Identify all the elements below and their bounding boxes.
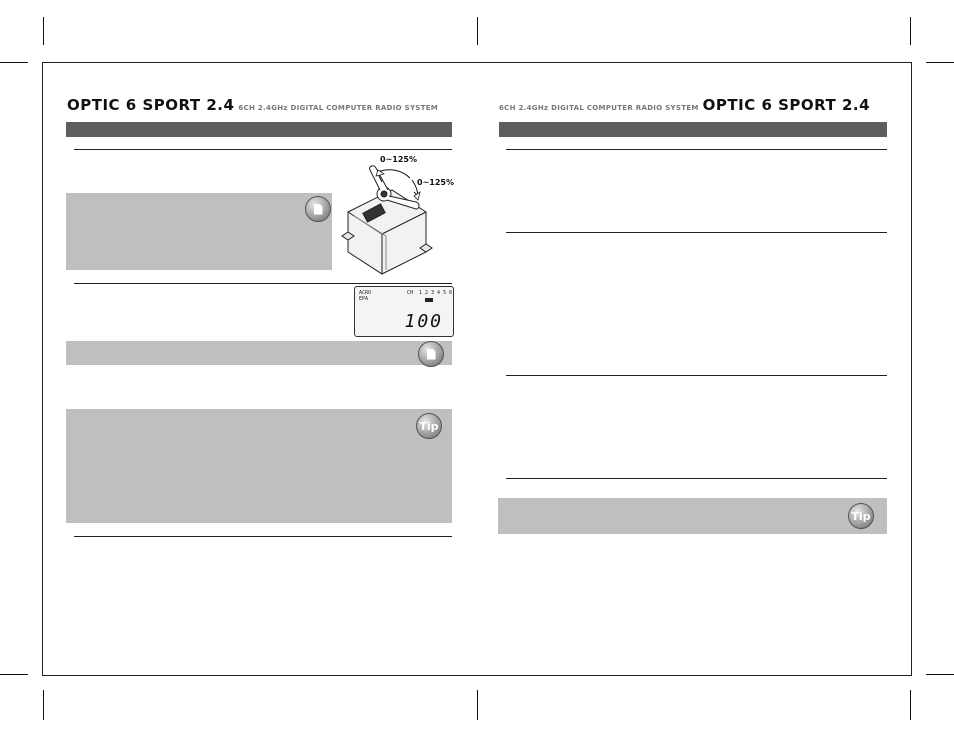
tip-icon [848,503,874,529]
divider [74,283,452,284]
section-bar [66,122,452,137]
range-label-top: 0~125% [380,155,417,164]
brand-title: OPTIC 6 SPORT 2.4 [702,96,871,114]
lcd-function-name: EPA [359,296,369,302]
crop-mark [910,17,911,45]
crop-mark [0,62,28,63]
crop-mark [477,690,478,720]
crop-mark [926,674,954,675]
note-box [66,193,332,270]
right-page-header [499,96,870,114]
crop-mark [43,17,44,45]
lcd-channel-label: CH [407,290,414,296]
divider [506,478,887,479]
divider [506,375,887,376]
tip-icon-label: Tip [851,509,871,523]
page-frame [42,62,912,676]
tip-icon [416,413,442,439]
divider [74,536,452,537]
range-label-right: 0~125% [417,178,454,187]
servo-illustration [334,152,454,277]
lcd-channel-list: 1 2 3 4 5 6 [419,290,453,296]
lcd-model-name: ACRO [359,290,372,296]
brand-title: OPTIC 6 SPORT 2.4 [67,96,235,114]
tip-box [66,409,452,523]
crop-mark [926,62,954,63]
tip-icon-label: Tip [419,419,439,433]
tip-box [498,498,887,534]
brand-subtitle: 6CH 2.4GHz DIGITAL COMPUTER RADIO SYSTEM [499,104,699,112]
note-icon [305,196,331,222]
document-glyph [314,204,323,215]
note-icon [418,341,444,367]
divider [74,149,452,150]
brand-subtitle: 6CH 2.4GHz DIGITAL COMPUTER RADIO SYSTEM [238,104,439,112]
lcd-value: 100 [404,311,443,332]
note-box [66,341,452,365]
crop-mark [43,690,44,720]
crop-mark [910,690,911,720]
crop-mark [477,17,478,45]
divider [506,232,887,233]
crop-mark [0,674,28,675]
left-page-header [67,96,438,114]
section-bar [499,122,887,137]
lcd-channel-indicator [425,298,433,302]
divider [506,149,887,150]
lcd-display [354,286,454,337]
document-glyph [427,349,436,360]
